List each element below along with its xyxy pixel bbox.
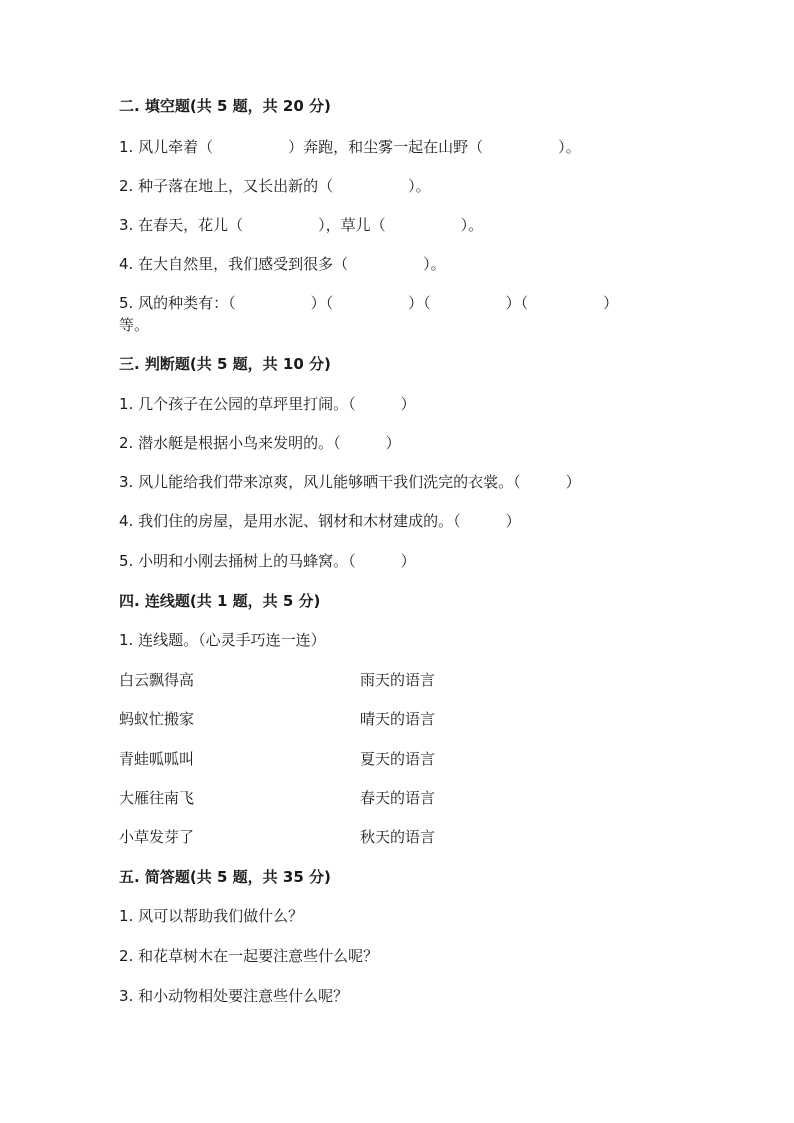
matching-left-item: 小草发芽了 (119, 828, 195, 846)
section-heading-fill-blank: 二. 填空题(共 5 题，共 20 分) (119, 97, 331, 115)
matching-left-item: 青蛙呱呱叫 (119, 750, 195, 768)
section-heading-true-false: 三. 判断题(共 5 题，共 10 分) (119, 355, 331, 373)
true-false-question-5: 5. 小明和小刚去捅树上的马蜂窝。（ ） (119, 552, 416, 570)
true-false-question-3: 3. 风儿能给我们带来凉爽，风儿能够晒干我们洗完的衣裳。（ ） (119, 473, 581, 491)
matching-right-item: 春天的语言 (360, 789, 436, 807)
matching-left-item: 白云飘得高 (119, 671, 195, 689)
fill-blank-question-1: 1. 风儿牵着（ ）奔跑，和尘雾一起在山野（ ）。 (119, 138, 581, 156)
true-false-question-2: 2. 潜水艇是根据小鸟来发明的。（ ） (119, 434, 401, 452)
fill-blank-question-2: 2. 种子落在地上，又长出新的（ ）。 (119, 177, 431, 195)
fill-blank-question-4: 4. 在大自然里，我们感受到很多（ ）。 (119, 255, 446, 273)
fill-blank-question-5: 5. 风的种类有：（ ）（ ）（ ）（ ） (119, 294, 619, 312)
matching-left-item: 大雁往南飞 (119, 789, 195, 807)
matching-right-item: 夏天的语言 (360, 750, 436, 768)
short-answer-question-2: 2. 和花草树木在一起要注意些什么呢？ (119, 947, 379, 965)
short-answer-question-1: 1. 风可以帮助我们做什么？ (119, 907, 304, 925)
true-false-question-4: 4. 我们住的房屋，是用水泥、钢材和木材建成的。（ ） (119, 512, 521, 530)
matching-left-item: 蚂蚁忙搬家 (119, 710, 195, 728)
short-answer-question-3: 3. 和小动物相处要注意些什么呢？ (119, 987, 349, 1005)
fill-blank-question-5-continued: 等。 (119, 316, 150, 334)
section-heading-short-answer: 五. 简答题(共 5 题，共 35 分) (119, 868, 331, 886)
true-false-question-1: 1. 几个孩子在公园的草坪里打闹。（ ） (119, 395, 416, 413)
matching-right-item: 雨天的语言 (360, 671, 436, 689)
matching-right-item: 秋天的语言 (360, 828, 436, 846)
fill-blank-question-3: 3. 在春天，花儿（ ），草儿（ ）。 (119, 216, 484, 234)
matching-question-1: 1. 连线题。（心灵手巧连一连） (119, 631, 326, 649)
section-heading-matching: 四. 连线题(共 1 题，共 5 分) (119, 592, 321, 610)
matching-right-item: 晴天的语言 (360, 710, 436, 728)
